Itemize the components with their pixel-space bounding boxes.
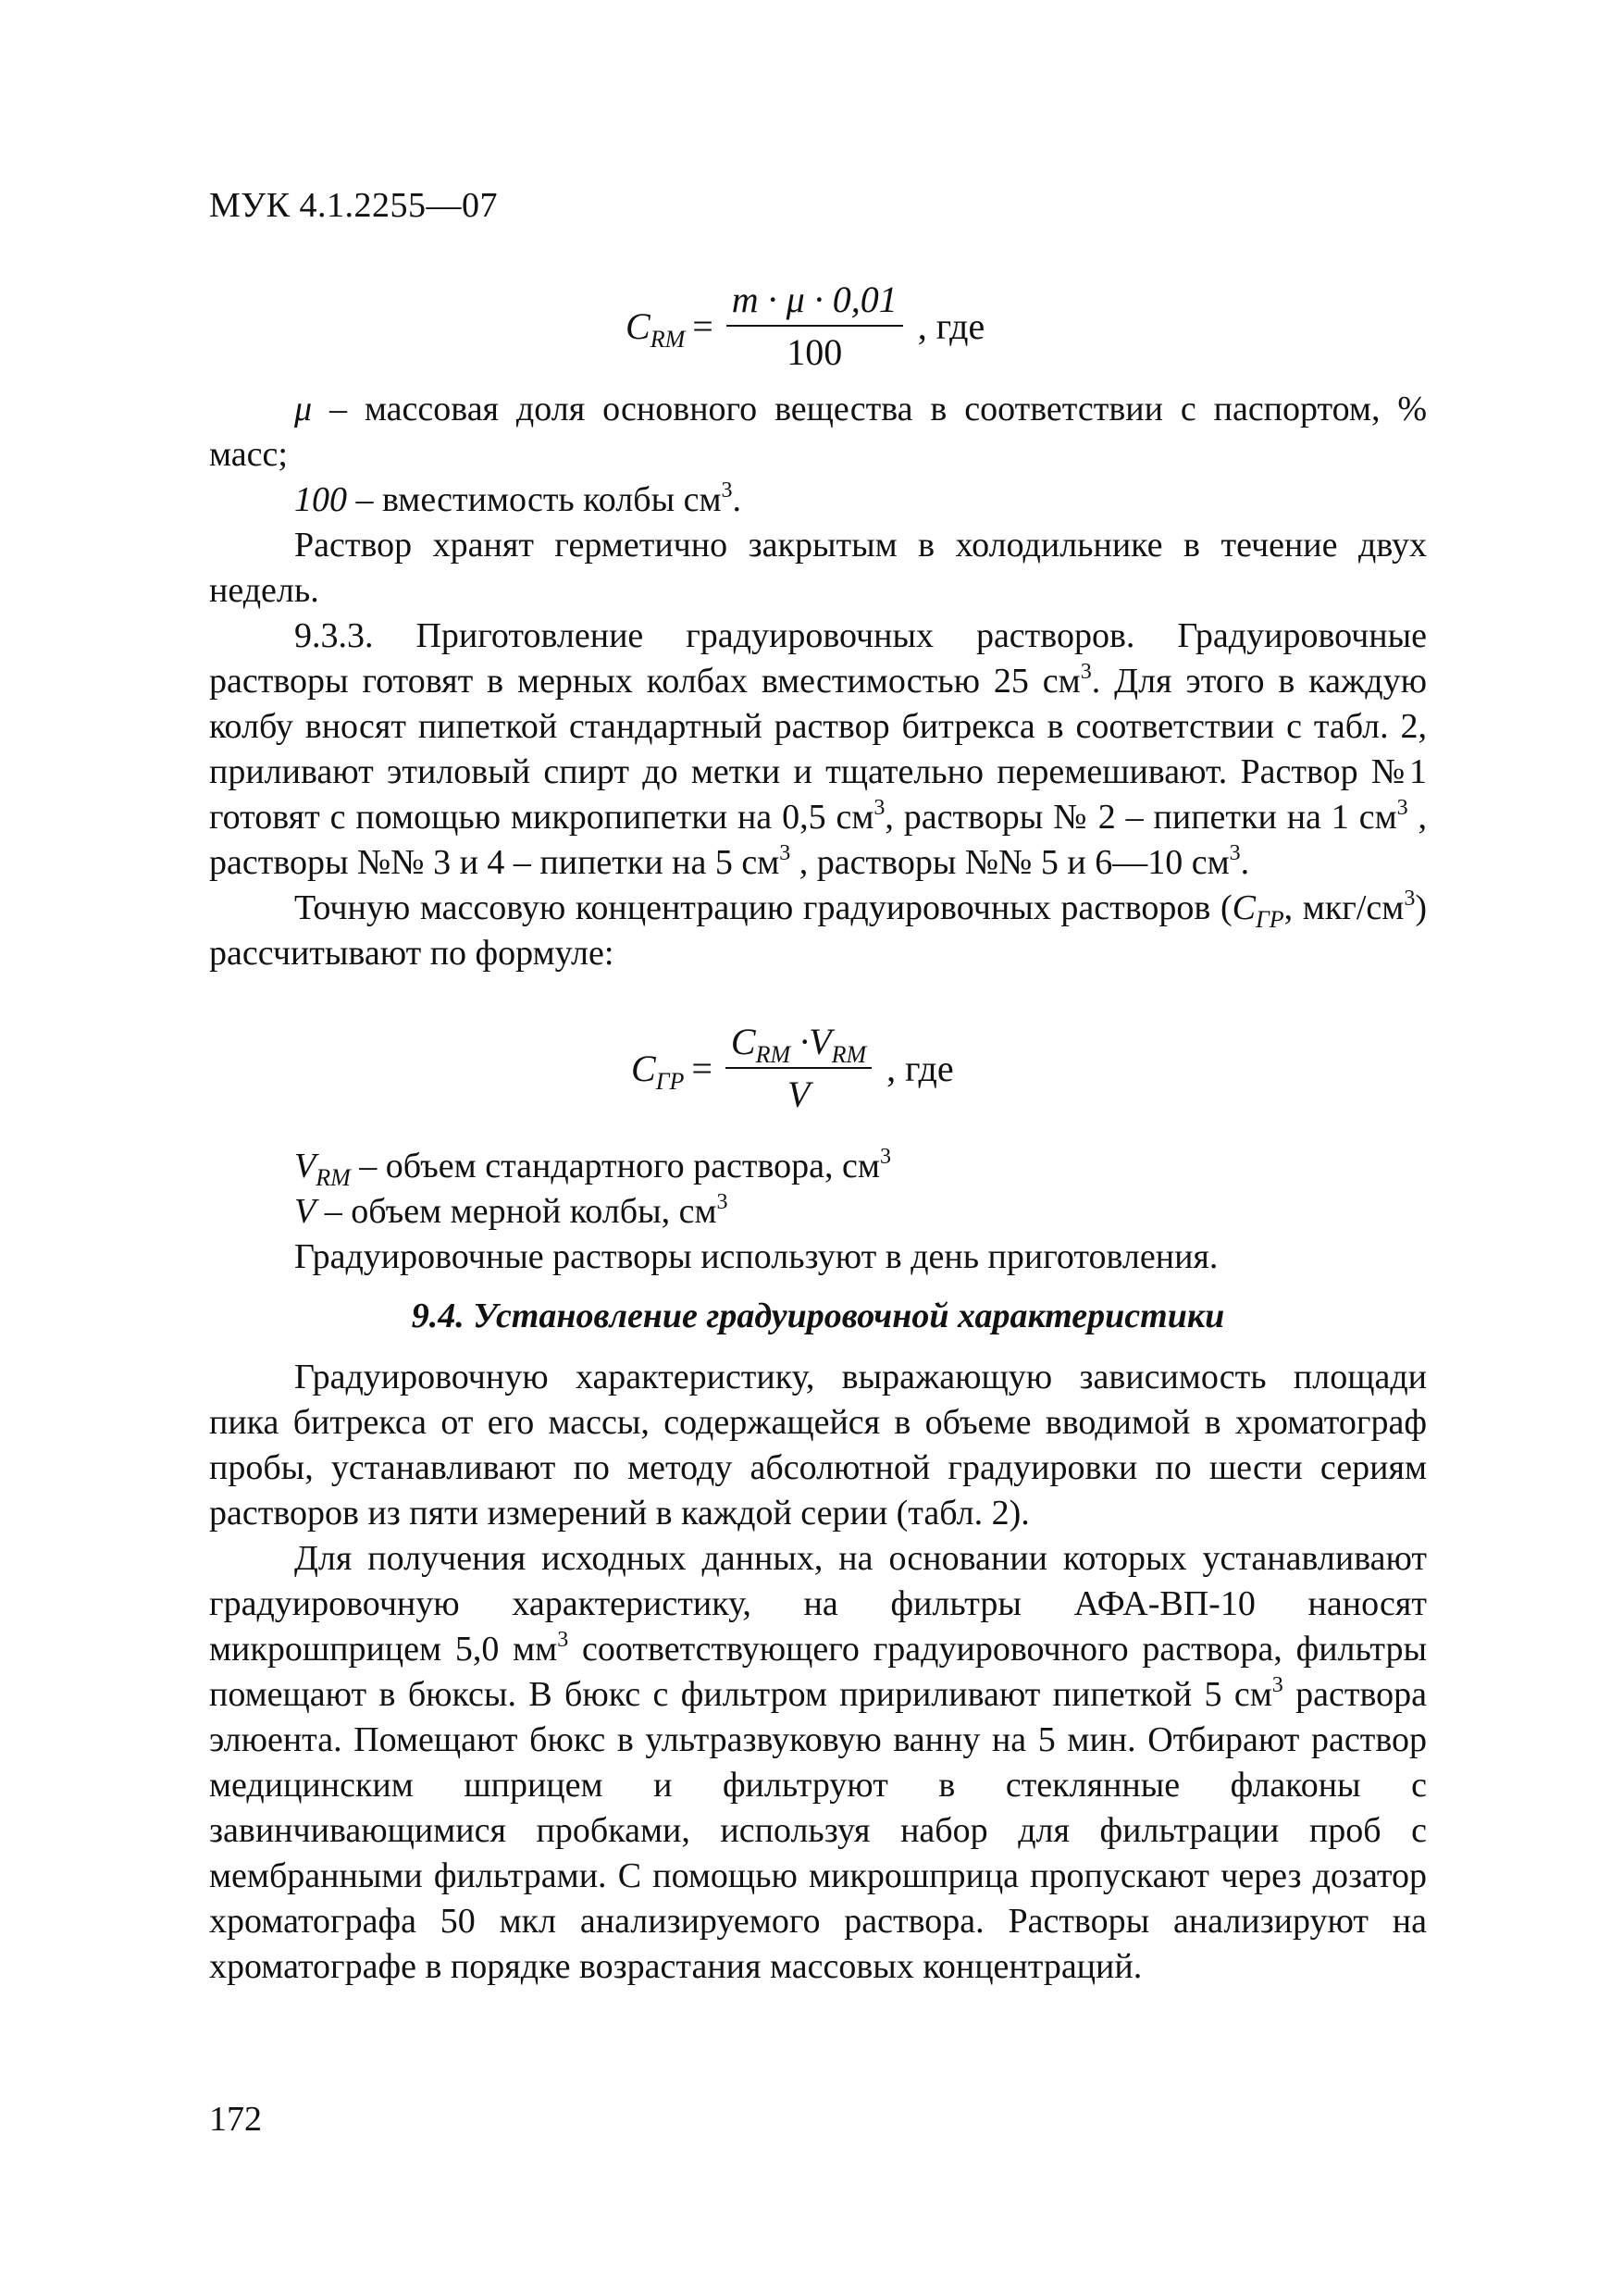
document-code-header: МУК 4.1.2255—07 (209, 186, 499, 225)
definition-v: V – объем мерной колбы, $см^3$ (294, 1190, 728, 1231)
equals-sign: = (691, 1047, 712, 1089)
formula-cgr (631, 1020, 954, 1116)
paragraph-procedure: Для получения исходных данных, на основании которых устанавливают градуировочную характеристику, на фильтры АФА-ВП-10 наносят микрошприцем 5,0 $мм^3$ соответствующего градуировочного раствора, фильтры помещают в бюксы. В бюкс с фильтром пририливают пипеткой 5 $см^3$ раствора элюента. Помещают бюкс в ультразвуковую ванну на 5 мин. Отбирают раствор медицинским шприцем и фильтруют в стеклянные флаконы с завинчивающимися пробками, используя набор для фильтрации проб с мембранными фильтрами. С помощью микрошприца пропускают через дозатор хроматографа 50 мкл анализируемого раствора. Растворы анализируют на хроматографе в порядке возрастания массовых концентраций. (209, 1539, 1428, 1986)
paragraph-usage: Градуировочные растворы используют в день приготовления. (294, 1237, 1219, 1276)
formula-crm-fraction (726, 278, 903, 374)
definition-mu: μ – массовая доля основного вещества в соответствии с паспортом, % масс; (209, 390, 1427, 474)
formula-cgr-suffix: , где (886, 1047, 954, 1089)
formula-crm-numerator: m · μ · 0,01 (726, 278, 903, 327)
paragraph-calibration: Градуировочную характеристику, выражающую зависимость площади пика битрекса от его массы, содержащейся в объеме вводимой в хроматограф пробы, устанавливают по методу абсолютной градуировки по шести сериям растворов из пяти измерений в каждой серии (табл. 2). (209, 1358, 1427, 1533)
formula-cgr-numerator: $C_{RM} \cdot V_{RM}$ (725, 1020, 872, 1069)
formula-crm-denominator: 100 (787, 331, 843, 373)
section-heading-9-4: 9.4. Установление градуировочной характеристики (411, 1297, 1225, 1335)
text-block-2 (209, 1144, 1427, 1280)
paragraph-9-3-3: 9.3.3. Приготовление градуировочных растворов. Градуировочные растворы готовят в мерных колбах вместимостью 25 $см^3$. Для этого в каждую колбу вносят пипеткой стандартный раствор битрекса в соответствии с табл. 2, приливают этиловый спирт до метки и тщательно перемешивают. Раствор №1 готовят с помощью микропипетки на 0,5 $см^3$, растворы № 2 – пипетки на 1 $см^3$ , растворы №№ 3 и 4 – пипетки на 5 $см^3$ , растворы №№ 5 и 6—10 $см^3$. (209, 616, 1428, 882)
paragraph-concentration: Точную массовую концентрацию градуировочных растворов ($C_{ГР}$, мкг/$см^3$) рассчитывают по формуле: (209, 887, 1427, 973)
paragraph-storage: Раствор хранят герметично закрытым в холодильнике в течение двух недель. (209, 526, 1427, 610)
definition-vrm: $V_{RM}$ – объем стандартного раствора, $см^3$ (294, 1145, 891, 1191)
formula-cgr-lhs: $C_{ГР}$ (631, 1047, 685, 1095)
formula-crm-lhs: $C_{RM}$ (626, 304, 686, 353)
text-block-1 (209, 387, 1427, 976)
text-block-3 (209, 1355, 1427, 1990)
formula-cgr-fraction (725, 1020, 872, 1116)
equals-sign: = (692, 304, 713, 347)
formula-crm-suffix: , где (917, 304, 985, 347)
definition-flask-volume: 100 – вместимость колбы $см^3$. (294, 478, 742, 519)
formula-crm (626, 278, 985, 374)
page-number: 172 (209, 2100, 262, 2139)
formula-cgr-denominator: V (787, 1074, 811, 1115)
